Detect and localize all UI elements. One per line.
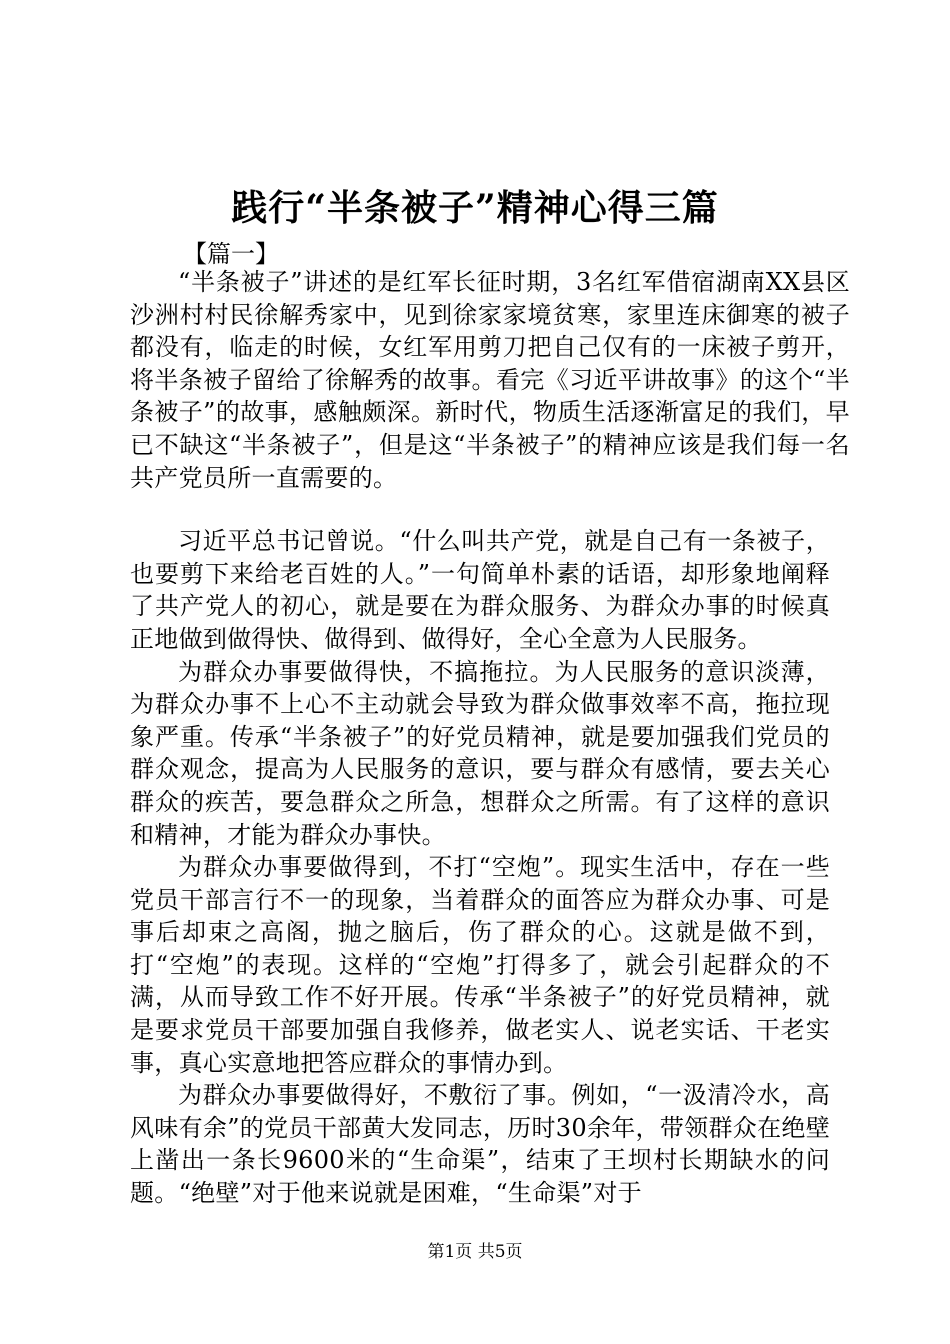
page-footer: 第1页 共5页 bbox=[427, 1242, 523, 1262]
page-title: 践行“半条被子”精神心得三篇 bbox=[231, 187, 719, 229]
section-label: 【篇一】 bbox=[183, 240, 279, 268]
document-body bbox=[130, 266, 850, 1210]
paragraph: 为群众办事要做得到，不打“空炮”。现实生活中，存在一些党员干部言行不一的现象，当着群众的面答应为群众办事、可是事后却束之高阁，抛之脑后，伤了群众的心。这就是做不到，打“空炮”的表现。这样的“空炮”打得多了，就会引起群众的不满，从而导致工作不好开展。传承“半条被子”的好党员精神，就是要求党员干部要加强自我修养，做老实人、说老实话、干老实事，真心实意地把答应群众的事情办到。 bbox=[130, 853, 830, 1077]
paragraph: 为群众办事要做得好，不敷衍了事。例如，“一汲清冷水，高风味有余”的党员干部黄大发同志，历时30余年，带领群众在绝壁上凿出一条长9600米的“生命渠”，结束了王坝村长期缺水的问题。“绝壁”对于他来说就是困难，“生命渠”对于 bbox=[130, 1081, 830, 1208]
paragraph: 为群众办事要做得快，不搞拖拉。为人民服务的意识淡薄，为群众办事不上心不主动就会导致为群众做事效率不高，拖拉现象严重。传承“半条被子”的好党员精神，就是要加强我们党员的群众观念，提高为人民服务的意识，要与群众有感情，要去关心群众的疾苦，要急群众之所急，想群众之所需。有了这样的意识和精神，才能为群众办事快。 bbox=[130, 657, 830, 849]
paragraph: 习近平总书记曾说。“什么叫共产党，就是自己有一条被子，也要剪下来给老百姓的人。”一句简单朴素的话语，却形象地阐释了共产党人的初心，就是要在为群众服务、为群众办事的时候真正地做到做得快、做得到、做得好，全心全意为人民服务。 bbox=[130, 527, 830, 653]
paragraph: “半条被子”讲述的是红军长征时期，3名红军借宿湖南XX县区沙洲村村民徐解秀家中，见到徐家家境贫寒，家里连床御寒的被子都没有，临走的时候，女红军用剪刀把自己仅有的一床被子剪开，将半条被子留给了徐解秀的故事。看完《习近平讲故事》的这个“半条被子”的故事，感触颇深。新时代，物质生活逐渐富足的我们，早已不缺这“半条被子”，但是这“半条被子”的精神应该是我们每一名共产党员所一直需要的。 bbox=[130, 268, 850, 492]
